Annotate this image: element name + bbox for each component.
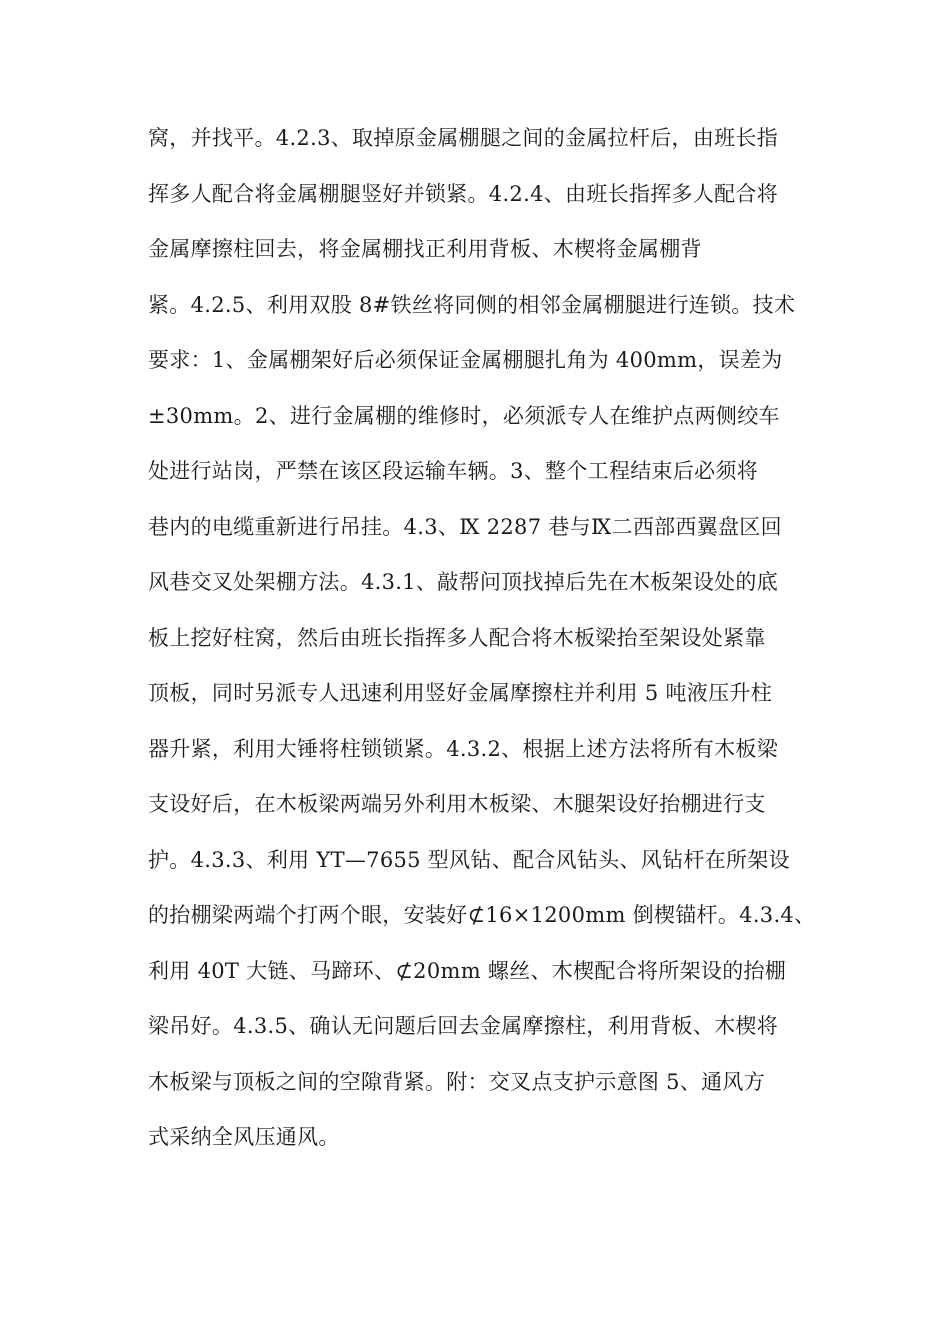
text-line: 护。4.3.3、利用 YT—7655 型风钻、配合风钻头、风钻杆在所架设 xyxy=(148,847,790,872)
text-line: 巷内的电缆重新进行吊挂。4.3、Ⅸ 2287 巷与Ⅸ二西部西翼盘区回 xyxy=(148,514,782,539)
text-line: 式采纳全风压通风。 xyxy=(148,1125,340,1149)
text-line: 顶板，同时另派专人迅速利用竖好金属摩擦柱并利用 5 吨液压升柱 xyxy=(148,681,773,705)
text-line: 的抬棚梁两端个打两个眼，安装好⊄16×1200mm 倒楔锚杆。4.3.4、 xyxy=(148,903,816,927)
text-line: ±30mm。2、进行金属棚的维修时，必须派专人在维护点两侧绞车 xyxy=(148,403,780,428)
text-line: 风巷交叉处架棚方法。4.3.1、敲帮问顶找掉后先在木板架设处的底 xyxy=(148,570,779,594)
text-line: 梁吊好。4.3.5、确认无问题后回去金属摩擦柱，利用背板、木楔将 xyxy=(148,1014,779,1038)
text-line: 器升紧，利用大锤将柱锁锁紧。4.3.2、根据上述方法将所有木板梁 xyxy=(148,736,779,761)
text-line: 窝，并找平。4.2.3、取掉原金属棚腿之间的金属拉杆后，由班长指 xyxy=(148,126,779,150)
text-line: 紧。4.2.5、利用双股 8#铁丝将同侧的相邻金属棚腿进行连锁。技术 xyxy=(148,292,796,317)
text-line: 板上挖好柱窝，然后由班长指挥多人配合将木板梁抬至架设处紧靠 xyxy=(148,625,766,650)
text-line: 处进行站岗，严禁在该区段运输车辆。3、整个工程结束后必须将 xyxy=(148,459,759,483)
text-line: 挥多人配合将金属棚腿竖好并锁紧。4.2.4、由班长指挥多人配合将 xyxy=(148,181,779,206)
text-line: 要求：1、金属棚架好后必须保证金属棚腿扎角为 400mm，误差为 xyxy=(148,348,783,372)
text-line: 利用 40T 大链、马蹄环、⊄20mm 螺丝、木楔配合将所架设的抬棚 xyxy=(148,958,787,983)
text-line: 金属摩擦柱回去，将金属棚找正利用背板、木楔将金属棚背 xyxy=(148,237,702,261)
text-line: 木板梁与顶板之间的空隙背紧。附：交叉点支护示意图 5、通风方 xyxy=(148,1069,766,1094)
body-text xyxy=(148,118,816,1173)
text-line: 支设好后，在木板梁两端另外利用木板梁、木腿架设好抬棚进行支 xyxy=(148,792,766,816)
